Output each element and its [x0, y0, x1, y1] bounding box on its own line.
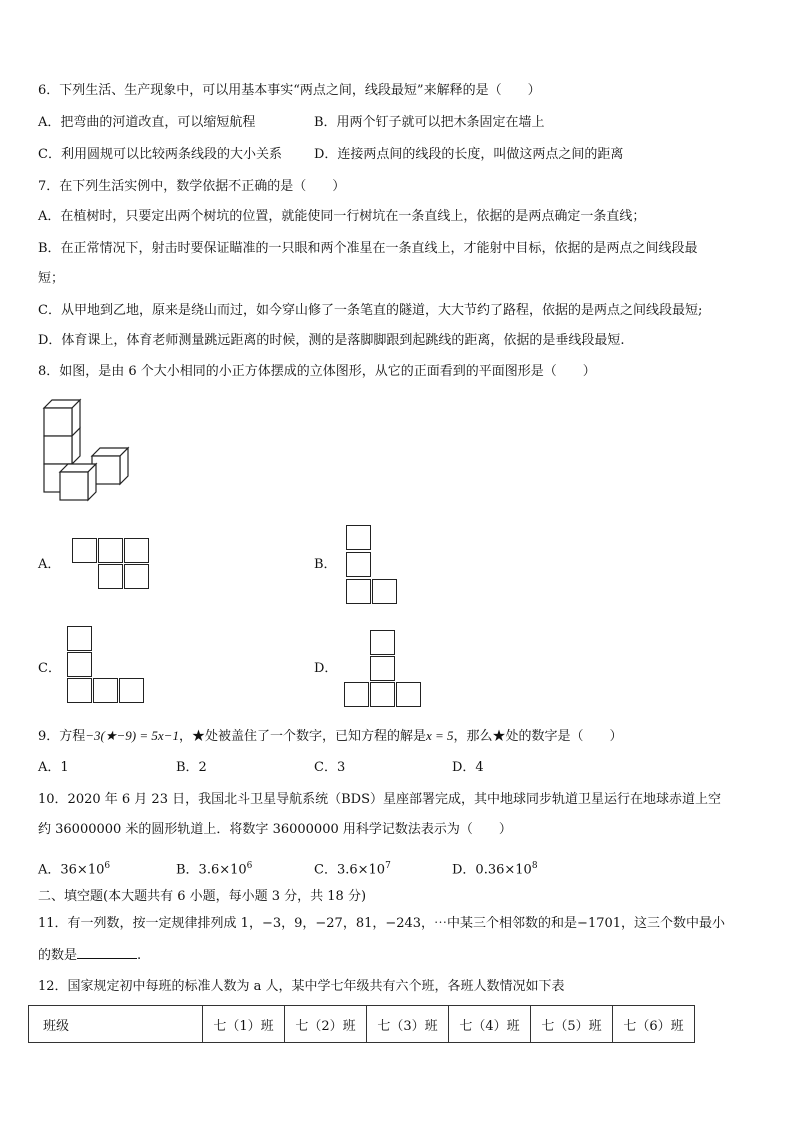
- q6-option-c: C．利用圆规可以比较两条线段的大小关系: [38, 147, 282, 162]
- q8-stem: 8．如图，是由 6 个大小相同的小正方体摆成的立体图形，从它的正面看到的平面图形是（ ）: [38, 364, 596, 379]
- q11-line2-suffix: .: [137, 948, 142, 963]
- q10-stem-line1: 10．2020 年 6 月 23 日，我国北斗卫星导航系统（BDS）星座部署完成，其中地球同步轨道卫星运行在地球赤道上空: [38, 792, 721, 807]
- q10-option-a-base: A．36×10: [38, 862, 105, 878]
- table-row: [29, 1006, 695, 1043]
- q6-option-b: B．用两个钉子就可以把木条固定在墙上: [314, 115, 545, 130]
- q10-option-d-exp: 8: [531, 861, 538, 871]
- q9-stem-middle: ，★处被盖住了一个数字，已知方程的解是: [178, 729, 426, 744]
- q10-option-d-base: D．0.36×10: [452, 862, 532, 878]
- q8-option-d-label: D．: [314, 661, 338, 676]
- class-size-table: [28, 1005, 695, 1043]
- q12-stem: 12．国家规定初中每班的标准人数为 a 人，某中学七年级共有六个班，各班人数情况如下表: [38, 979, 565, 994]
- q9-stem-prefix: 9．方程: [38, 729, 86, 744]
- q9-option-d: D．4: [452, 760, 484, 775]
- q9-option-a: A．1: [38, 760, 69, 775]
- q10-option-b-base: B．3.6×10: [176, 862, 247, 878]
- q7-stem: 7．在下列生活实例中，数学依据不正确的是（ ）: [38, 179, 346, 194]
- q7-option-b-line1: B．在正常情况下，射击时要保证瞄准的一只眼和两个准星在一条直线上，才能射中目标，依据的是两点之间线段最: [38, 241, 698, 256]
- q9-equation: −3(★−9) = 5x−1: [85, 728, 179, 743]
- q6-option-a: A．把弯曲的河道改直，可以缩短航程: [38, 115, 256, 130]
- q7-option-b-line2: 短；: [38, 271, 65, 286]
- q8-option-c-label: C．: [38, 661, 61, 676]
- q9-stem: [38, 727, 623, 746]
- table-header-cell: 七（5）班: [531, 1006, 613, 1043]
- q11-stem-line2: [38, 946, 141, 965]
- q6-stem: 6．下列生活、生产现象中，可以用基本事实“两点之间，线段最短”来解释的是（ ）: [38, 83, 541, 98]
- q11-stem-line1: 11．有一列数，按一定规律排列成 1，−3，9，−27，81，−243，⋯中某三个相邻数的和是−1701，这三个数中最小: [38, 916, 726, 931]
- q6-option-d: D．连接两点间的线段的长度，叫做这两点之间的距离: [314, 147, 624, 162]
- q7-option-a: A．在植树时，只要定出两个树坑的位置，就能使同一行树坑在一条直线上，依据的是两点确定一条直线；: [38, 209, 646, 224]
- q10-stem-line2: 约 36000000 米的圆形轨道上．将数字 36000000 用科学记数法表示为（ ）: [38, 822, 512, 837]
- q10-option-d: [452, 857, 538, 879]
- q11-answer-blank[interactable]: [77, 946, 137, 959]
- table-header-cell: 七（1）班: [203, 1006, 285, 1043]
- q9-option-c: C．3: [314, 760, 346, 775]
- table-header-cell: 七（6）班: [613, 1006, 695, 1043]
- q7-option-d: D．体育课上，体育老师测量跳远距离的时候，测的是落脚脚跟到起跳线的距离，依据的是垂线段最短.: [38, 333, 625, 348]
- table-header-cell: 七（3）班: [367, 1006, 449, 1043]
- q9-solution: x = 5: [425, 728, 454, 743]
- q10-option-c-exp: 7: [385, 861, 391, 871]
- q10-option-c: [314, 857, 391, 879]
- q8-option-b-label: B．: [314, 557, 337, 572]
- table-header-cell: 七（2）班: [285, 1006, 367, 1043]
- section-2-heading: 二、填空题(本大题共有 6 小题，每小题 3 分，共 18 分): [38, 889, 367, 904]
- q10-option-b: [176, 857, 252, 879]
- cube-stack-figure: [40, 398, 140, 502]
- table-header-cell: 七（4）班: [449, 1006, 531, 1043]
- table-header-cell: 班级: [29, 1006, 203, 1043]
- q10-option-c-base: C．3.6×10: [314, 862, 386, 878]
- q10-option-a-exp: 6: [104, 861, 111, 871]
- q8-option-a-label: A．: [38, 557, 61, 572]
- q7-option-c: C．从甲地到乙地，原来是绕山而过，如今穿山修了一条笔直的隧道，大大节约了路程，依据的是两点之间线段最短;: [38, 303, 703, 318]
- q11-line2-prefix: 的数是: [38, 948, 78, 963]
- q9-stem-suffix: ，那么★处的数字是（ ）: [453, 729, 623, 744]
- q9-option-b: B．2: [176, 760, 207, 775]
- q10-option-a: [38, 857, 110, 879]
- q10-option-b-exp: 6: [246, 861, 253, 871]
